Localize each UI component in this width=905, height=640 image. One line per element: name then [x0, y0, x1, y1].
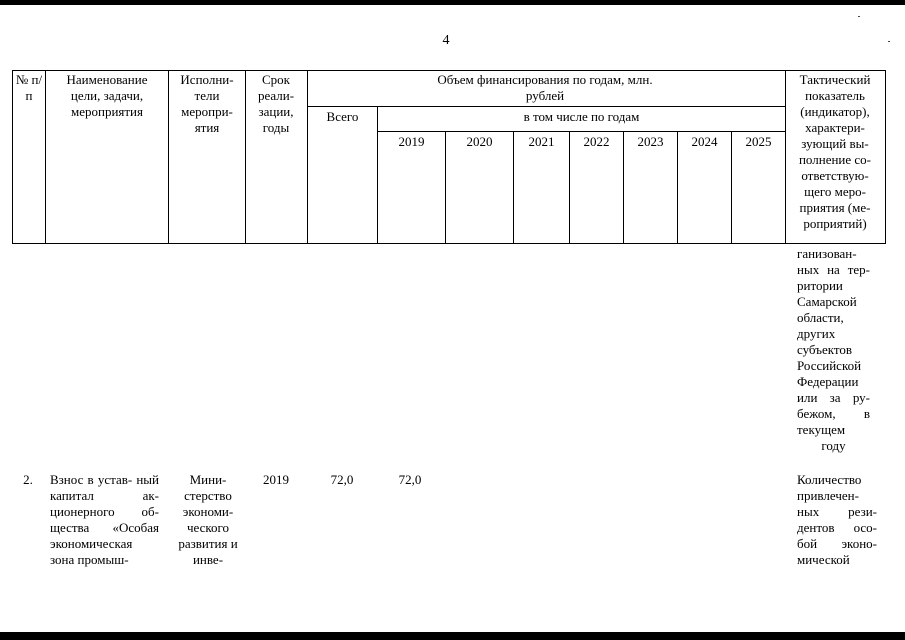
years-subheader-rule [377, 131, 785, 132]
row-executor: Мини- стерство экономи- ческого развития и инве- [178, 472, 238, 567]
row-term: 2019 [263, 472, 289, 487]
header-year: 2023 [637, 134, 664, 149]
col-divider [307, 70, 308, 244]
scan-top-edge [0, 0, 905, 5]
funding-subheader-rule [307, 106, 785, 107]
row-number: 2. [23, 472, 33, 487]
col-divider [785, 70, 786, 244]
header-num: № п/п [15, 72, 43, 103]
header-funding: Объем финансирования по годам, млн. рублей [437, 72, 653, 103]
row-2019: 72,0 [398, 472, 422, 487]
scan-speck [858, 16, 860, 17]
page-number: 4 [442, 33, 450, 48]
header-year: 2020 [466, 134, 493, 149]
col-divider [245, 70, 246, 244]
col-divider [168, 70, 169, 244]
header-indicator: Тактический показатель (индикатор), характери- зующий вы- полнение со- ответствую- щего меро- приятия (ме- роприятий) [798, 72, 872, 231]
col-divider [377, 106, 378, 244]
indicator-continuation: ганизован- ных на тер- ритории Самарской области, других субъектов Российской Федерации или за ру- бежом, в текущем году [797, 246, 870, 453]
header-year: 2024 [691, 134, 718, 149]
header-by-years: в том числе по годам [523, 109, 640, 124]
table-border-top [12, 70, 886, 71]
header-executor: Исполни- тели меропри- ятия [180, 72, 234, 135]
scan-speck [888, 41, 890, 42]
row-name: Взнос в устав- ный капитал ак- ционерного об- щества «Особая экономическая зона промыш- [50, 472, 159, 567]
header-year: 2025 [745, 134, 772, 149]
row-total: 72,0 [330, 472, 354, 487]
header-total: Всего [326, 109, 359, 124]
row-indicator: Количество привлечен- ных рези- дентов осо- бой эконо- мической [797, 472, 877, 567]
col-divider [45, 70, 46, 244]
col-divider [885, 70, 886, 244]
header-year: 2021 [528, 134, 555, 149]
header-term: Срок реали- зации, годы [257, 72, 295, 135]
table-border-bottom [12, 243, 886, 244]
scan-bottom-edge [0, 632, 905, 640]
header-name: Наименование цели, задачи, мероприятия [66, 72, 148, 119]
header-year: 2019 [398, 134, 425, 149]
header-year: 2022 [583, 134, 610, 149]
